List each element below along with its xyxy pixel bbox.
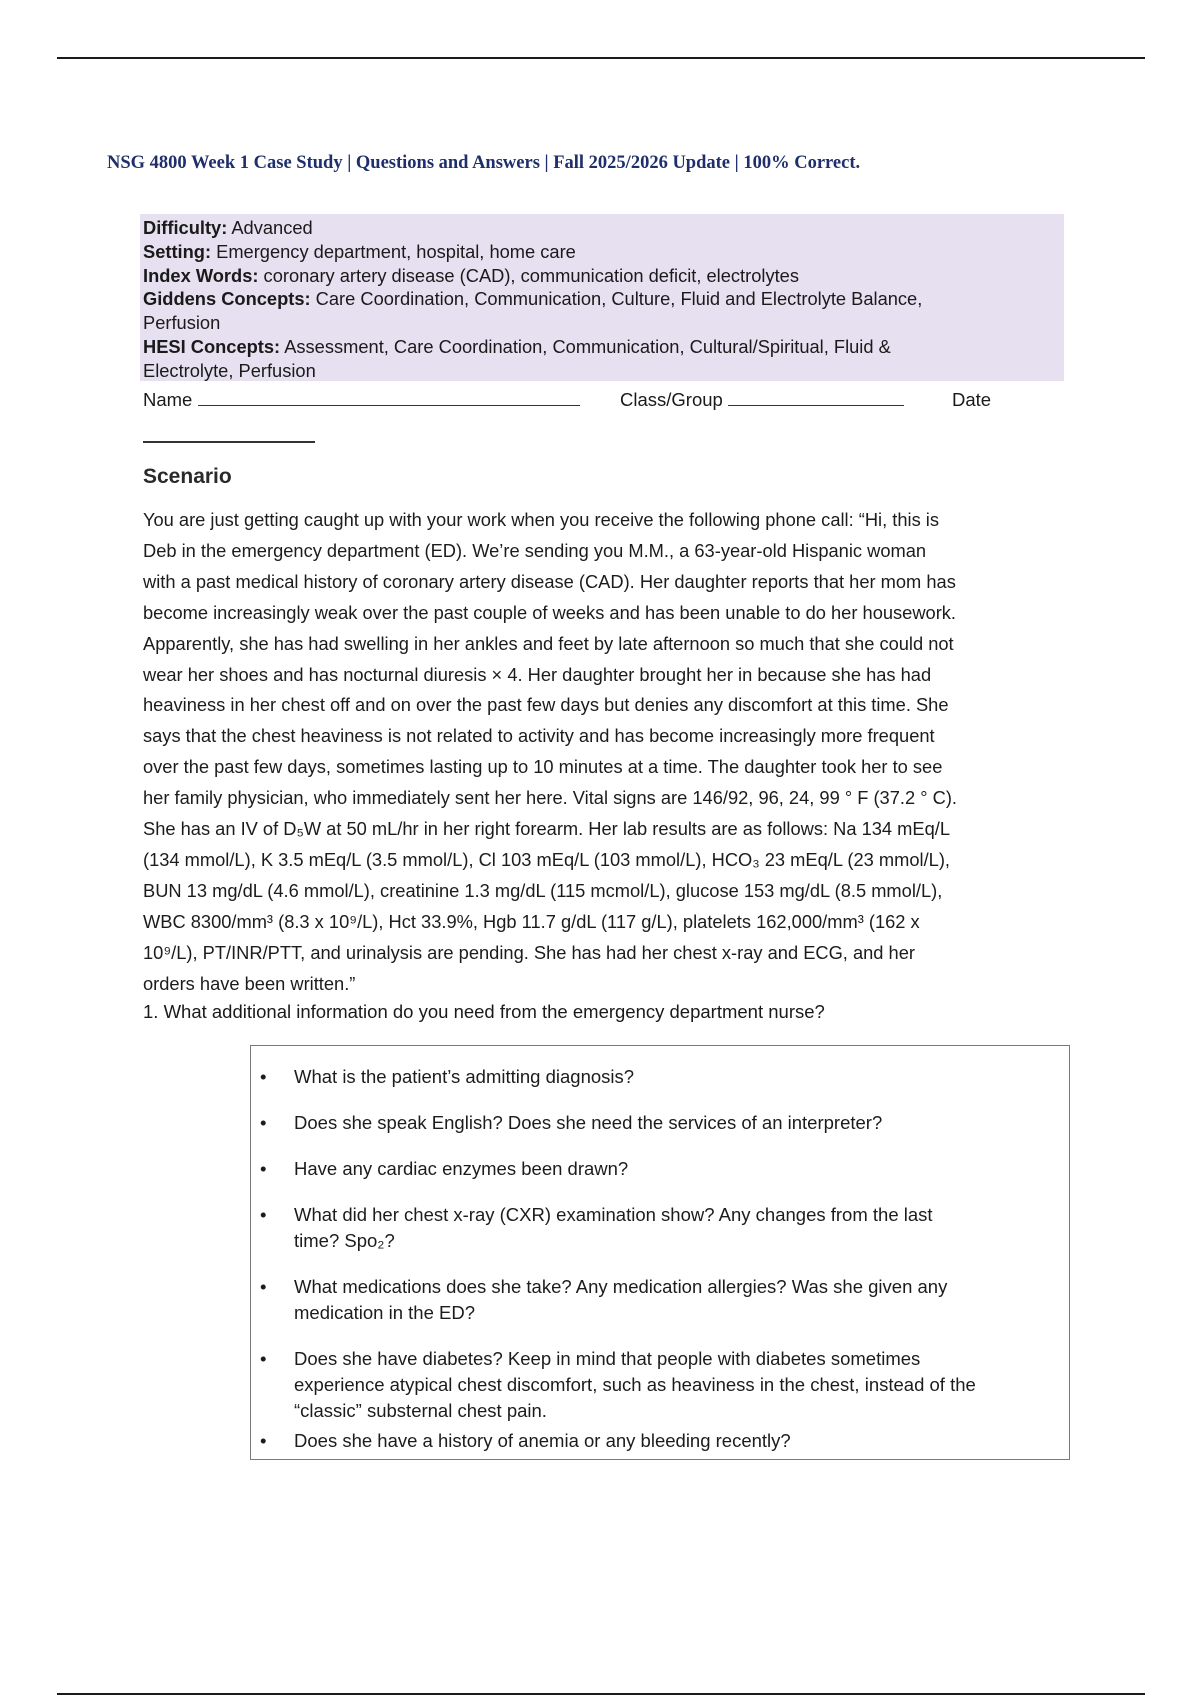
scenario-line: her family physician, who immediately sent her here. Vital signs are 146/92, 96, 24, 99 ° F (37.2 ° C). [143, 787, 957, 809]
scenario-line: become increasingly weak over the past couple of weeks and has been unable to do her housework. [143, 601, 957, 623]
scenario-heading: Scenario [143, 465, 232, 488]
class-group-blank[interactable] [728, 389, 904, 406]
bullet-icon: • [260, 1430, 267, 1451]
index-words-value: coronary artery disease (CAD), communication deficit, electrolytes [258, 264, 799, 286]
bottom-rule [57, 1693, 1145, 1695]
scenario-paragraph [143, 505, 1063, 1000]
answer-text: Does she have a history of anemia or any bleeding recently? [294, 1430, 791, 1451]
date-blank[interactable] [143, 441, 315, 443]
index-words-label: Index Words: [143, 264, 259, 286]
setting-row [143, 240, 1061, 264]
giddens-label: Giddens Concepts: [143, 288, 311, 310]
scenario-line: Apparently, she has had swelling in her ankles and feet by late afternoon so much that she could not [143, 632, 954, 654]
answer-box [250, 1045, 1070, 1460]
scenario-line: wear her shoes and has nocturnal diuresis × 4. Her daughter brought her in because she has had [143, 663, 932, 685]
scenario-line: You are just getting caught up with your work when you receive the following phone call: “Hi, this is [143, 509, 940, 530]
answer-text: Have any cardiac enzymes been drawn? [294, 1158, 629, 1179]
answer-text: What is the patient’s admitting diagnosis? [294, 1066, 635, 1087]
name-field-group [143, 388, 580, 412]
hesi-value: Assessment, Care Coordination, Communication, Cultural/Spiritual, Fluid & [280, 335, 891, 357]
scenario-line: says that the chest heaviness is not related to activity and has become increasingly more frequent [143, 725, 935, 747]
answer-text: Does she speak English? Does she need the services of an interpreter? [294, 1112, 883, 1133]
class-group-label: Class/Group [620, 389, 723, 410]
name-label: Name [143, 389, 193, 410]
answer-line: medication in the ED? [294, 1302, 475, 1323]
index-words-row [143, 264, 1061, 288]
answer-text [294, 1274, 1054, 1326]
scenario-line: heaviness in her chest off and on over the past few days but denies any discomfort at this time. She [143, 694, 949, 716]
scenario-line: 10⁹/L), PT/INR/PTT, and urinalysis are pending. She has had her chest x-ray and ECG, and her [143, 941, 915, 963]
answer-text [294, 1346, 1054, 1424]
bullet-icon: • [260, 1276, 267, 1297]
answer-line: “classic” substernal chest pain. [294, 1400, 547, 1421]
answer-line: Does she have diabetes? Keep in mind that people with diabetes sometimes [294, 1348, 921, 1369]
question-1: 1. What additional information do you need from the emergency department nurse? [143, 1001, 825, 1022]
answer-line: time? Spo₂? [294, 1230, 395, 1251]
bullet-icon: • [260, 1204, 267, 1225]
giddens-row [143, 287, 1061, 311]
scenario-line: Deb in the emergency department (ED). We’re sending you M.M., a 63-year-old Hispanic woman [143, 539, 927, 561]
bullet-icon: • [260, 1348, 267, 1369]
hesi-row [143, 335, 1061, 359]
answer-line: What did her chest x-ray (CXR) examination show? Any changes from the last [294, 1204, 933, 1225]
difficulty-label: Difficulty: [143, 217, 228, 238]
scenario-line: She has an IV of D₅W at 50 mL/hr in her right forearm. Her lab results are as follows: Na 134 mEq/L [143, 818, 951, 840]
bullet-icon: • [260, 1066, 267, 1087]
scenario-line: orders have been written.” [143, 972, 356, 994]
scenario-line: WBC 8300/mm³ (8.3 x 10⁹/L), Hct 33.9%, Hgb 11.7 g/dL (117 g/L), platelets 162,000/mm³ (162 x [143, 910, 920, 932]
document-title: NSG 4800 Week 1 Case Study | Questions and Answers | Fall 2025/2026 Update | 100% Correct. [107, 153, 861, 173]
giddens-row-cont: Perfusion [143, 312, 221, 334]
difficulty-value: Advanced [227, 217, 313, 238]
hesi-row-cont: Electrolyte, Perfusion [143, 359, 316, 381]
top-rule [57, 57, 1145, 59]
setting-value: Emergency department, hospital, home care [211, 240, 576, 262]
bullet-icon: • [260, 1112, 267, 1133]
hesi-label: HESI Concepts: [143, 335, 281, 357]
giddens-value: Care Coordination, Communication, Culture, Fluid and Electrolyte Balance, [310, 288, 923, 310]
answer-line: What medications does she take? Any medication allergies? Was she given any [294, 1276, 948, 1297]
answer-line: experience atypical chest discomfort, such as heaviness in the chest, instead of the [294, 1374, 976, 1395]
difficulty-row [143, 216, 1061, 240]
scenario-line: with a past medical history of coronary artery disease (CAD). Her daughter reports that her mom has [143, 570, 956, 592]
class-field-group [620, 388, 904, 412]
answer-text [294, 1202, 1054, 1254]
case-metadata-box [140, 214, 1064, 381]
scenario-line: BUN 13 mg/dL (4.6 mmol/L), creatinine 1.3 mg/dL (115 mcmol/L), glucose 153 mg/dL (8.5 mmol/L), [143, 879, 943, 901]
date-label: Date [952, 389, 992, 410]
scenario-line: over the past few days, sometimes lasting up to 10 minutes at a time. The daughter took her to see [143, 756, 943, 778]
setting-label: Setting: [143, 240, 212, 262]
scenario-line: (134 mmol/L), K 3.5 mEq/L (3.5 mmol/L), Cl 103 mEq/L (103 mmol/L), HCO₃ 23 mEq/L (23 mmol/L), [143, 848, 951, 870]
name-blank[interactable] [198, 389, 580, 406]
bullet-icon: • [260, 1158, 267, 1179]
